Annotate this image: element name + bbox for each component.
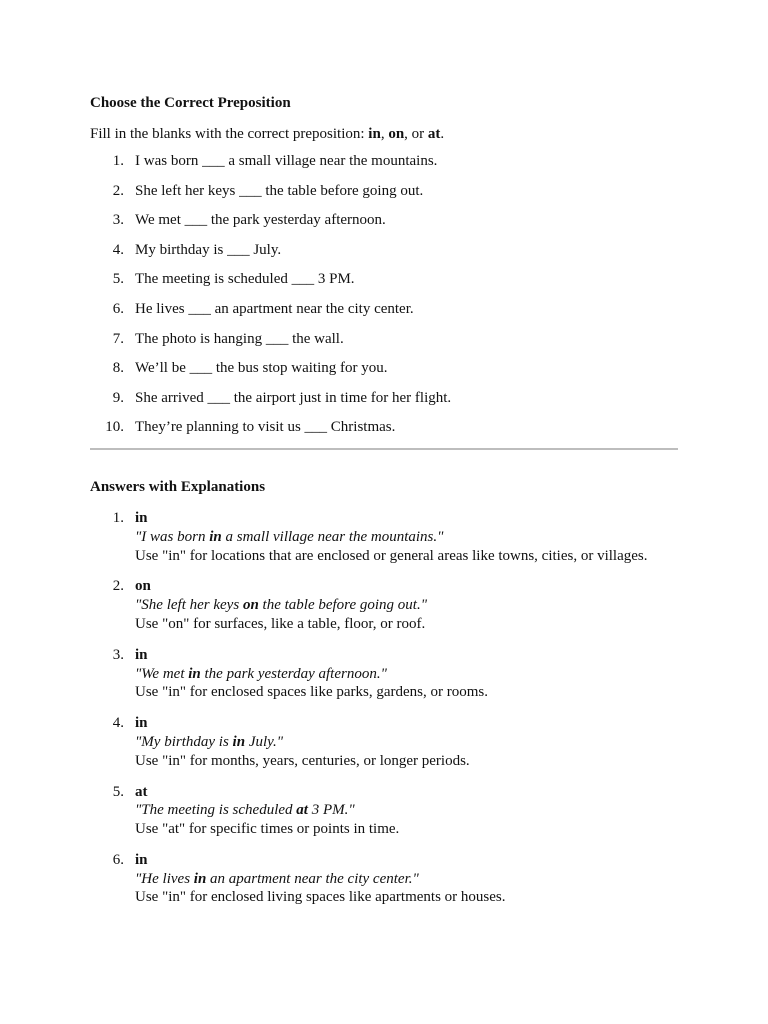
example-preposition: at [296,802,308,819]
question-text: My birthday is ___ July. [135,241,282,258]
answer-list [90,509,678,907]
answer-example [135,733,678,752]
question-item [90,152,678,170]
question-text: I was born ___ a small village near the mountains. [135,153,438,169]
section-divider [90,448,678,450]
question-item [90,182,678,200]
answer-explanation: Use "in" for months, years, centuries, or longer periods. [135,752,470,769]
question-item [90,270,678,288]
question-item [90,418,678,436]
example-text: the table before going out." [258,597,427,614]
answer-number: 3. [112,646,124,663]
answer-item [90,714,678,770]
question-item [90,359,678,377]
example-preposition: on [242,597,259,614]
option-in: in [368,126,381,142]
answer-word: in [135,851,148,868]
answer-number: 4. [112,715,124,732]
question-item [90,211,678,229]
example-preposition: in [188,665,201,682]
answer-example [135,528,678,547]
answer-explanation: Use "in" for enclosed living spaces like apartments or houses. [135,889,506,906]
question-number: 3. [112,212,124,229]
example-text: a small village near the mountains." [221,528,444,545]
question-text: The meeting is scheduled ___ 3 PM. [135,271,355,288]
option-at: at [427,126,441,142]
answer-number: 5. [112,783,124,800]
answer-word: in [135,715,148,732]
answer-word: at [135,783,148,800]
answer-item [90,577,678,633]
example-text: an apartment near the city center." [206,870,419,887]
question-list [90,152,678,436]
answer-number: 6. [112,851,124,868]
question-item [90,389,678,407]
answer-example [135,801,678,820]
instructions-prefix: Fill in the blanks with the correct preposition: [90,126,369,142]
answer-number: 2. [112,578,124,595]
instructions-separator: , or [404,126,428,142]
page-title: Choose the Correct Preposition [90,95,291,111]
example-preposition: in [193,870,207,887]
answer-item [90,646,678,702]
question-number: 1. [112,153,124,169]
question-number: 5. [112,271,124,288]
answer-explanation: Use "in" for locations that are enclosed or general areas like towns, cities, or villages. [135,547,648,564]
question-item [90,241,678,259]
instructions-suffix: . [440,126,445,142]
answer-explanation: Use "in" for enclosed spaces like parks, gardens, or rooms. [135,684,488,701]
question-text: They’re planning to visit us ___ Christmas. [135,419,396,436]
example-text: "We met [135,665,189,682]
question-text: We’ll be ___ the bus stop waiting for you. [135,360,388,377]
question-number: 8. [112,360,124,377]
example-text: "My birthday is [135,733,233,750]
answer-example [135,665,678,684]
question-number: 7. [112,330,124,347]
answer-example [135,596,678,615]
option-on: on [388,126,405,142]
answer-item [90,783,678,839]
answer-number: 1. [112,509,124,526]
instructions [90,125,678,143]
example-text: "She left her keys [135,597,243,614]
question-text: The photo is hanging ___ the wall. [135,330,344,347]
example-text: July." [245,733,284,750]
example-text: the park yesterday afternoon." [200,665,387,682]
question-number: 6. [112,300,124,317]
question-text: We met ___ the park yesterday afternoon. [135,212,386,229]
question-text: She left her keys ___ the table before going out. [135,182,424,199]
answer-explanation: Use "at" for specific times or points in time. [135,821,400,838]
example-text: 3 PM." [307,802,355,819]
example-preposition: in [232,733,246,750]
answer-word: in [135,646,148,663]
question-item [90,300,678,318]
question-text: He lives ___ an apartment near the city center. [135,300,414,317]
example-preposition: in [209,528,222,545]
answer-word: on [135,578,151,595]
answer-example [135,870,678,889]
answer-item [90,509,678,565]
question-number: 4. [112,241,124,258]
question-number: 9. [112,389,124,406]
answers-heading: Answers with Explanations [90,478,266,495]
instructions-separator: , [380,126,389,142]
question-number: 10. [105,419,124,436]
answer-explanation: Use "on" for surfaces, like a table, floor, or roof. [135,615,426,632]
answer-word: in [135,509,148,526]
question-number: 2. [112,182,124,199]
example-text: "He lives [135,870,194,887]
example-text: "I was born [135,528,210,545]
example-text: "The meeting is scheduled [135,802,297,819]
answer-item [90,851,678,907]
question-item [90,330,678,348]
question-text: She arrived ___ the airport just in time for her flight. [135,389,452,406]
